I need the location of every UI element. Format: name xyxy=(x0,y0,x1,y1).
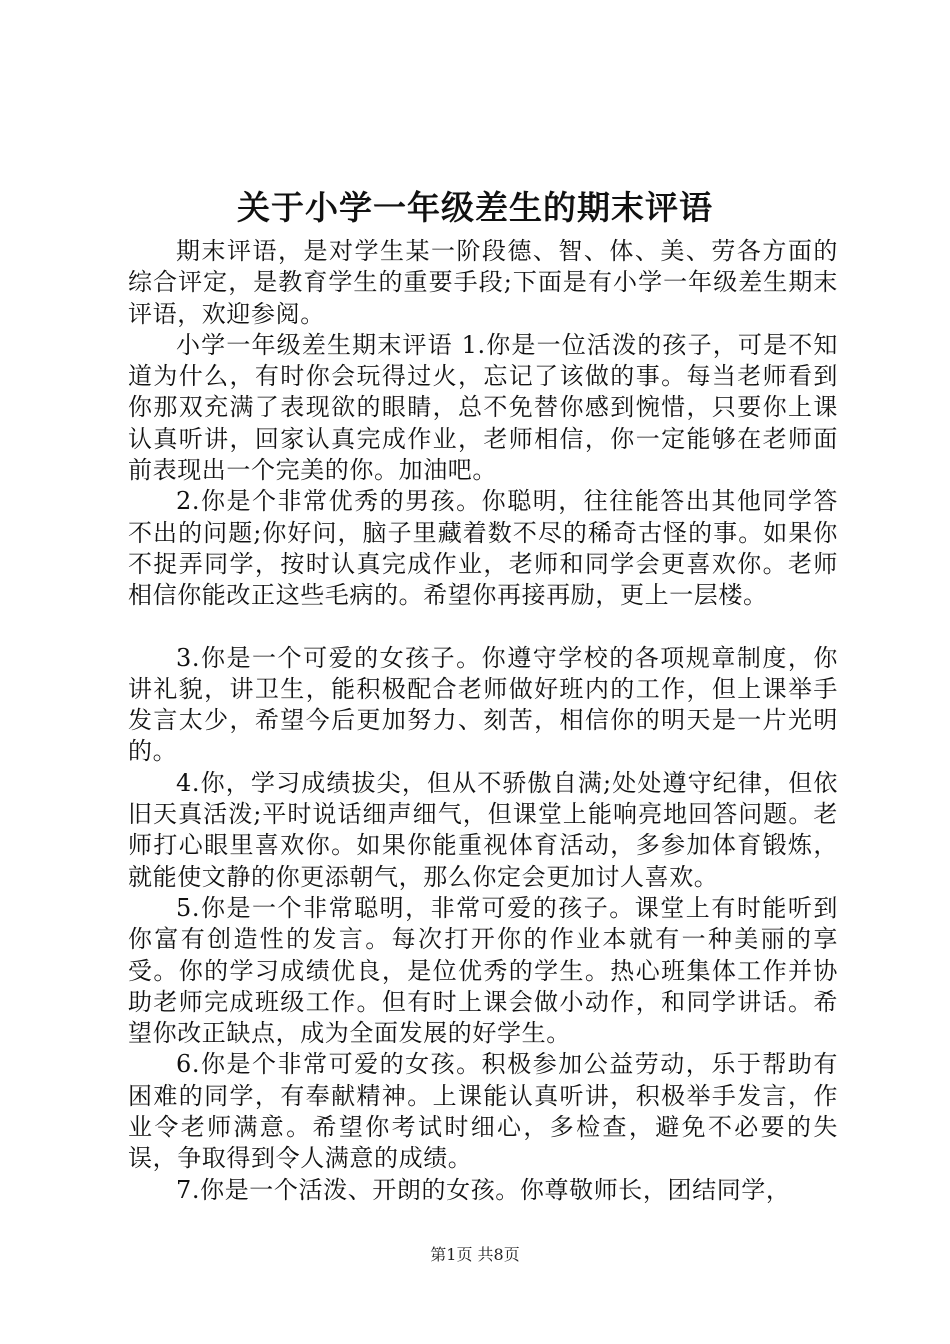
paragraph-comment-5: 5.你是一个非常聪明，非常可爱的孩子。课堂上有时能听到你富有创造性的发言。每次打开你的作业本就有一种美丽的享受。你的学习成绩优良，是位优秀的学生。热心班集体工作并协助老师完成班级工作。但有时上课会做小动作，和同学讲话。希望你改正缺点，成为全面发展的好学生。 xyxy=(128,893,838,1048)
paragraph-comment-2: 2.你是个非常优秀的男孩。你聪明，往往能答出其他同学答不出的问题;你好问，脑子里藏着数不尽的稀奇古怪的事。如果你不捉弄同学，按时认真完成作业，老师和同学会更喜欢你。老师相信你能改正这些毛病的。希望你再接再励，更上一层楼。 xyxy=(128,487,838,610)
document-body xyxy=(128,236,838,1206)
paragraph-comment-6: 6.你是个非常可爱的女孩。积极参加公益劳动，乐于帮助有困难的同学，有奉献精神。上课能认真听讲，积极举手发言，作业令老师满意。希望你考试时细心，多检查，避免不必要的失误，争取得到令人满意的成绩。 xyxy=(128,1050,838,1173)
paragraph-comment-4: 4.你，学习成绩拔尖，但从不骄傲自满;处处遵守纪律，但依旧天真活泼;平时说话细声细气，但课堂上能响亮地回答问题。老师打心眼里喜欢你。如果你能重视体育活动，多参加体育锻炼，就能使文静的你更添朝气，那么你定会更加讨人喜欢。 xyxy=(128,768,838,891)
page-footer: 第1页 共8页 xyxy=(430,1245,520,1264)
paragraph-intro: 期末评语，是对学生某一阶段德、智、体、美、劳各方面的综合评定，是教育学生的重要手段;下面是有小学一年级差生期末评语，欢迎参阅。 xyxy=(128,237,838,328)
paragraph-comment-1: 小学一年级差生期末评语 1.你是一位活泼的孩子，可是不知道为什么，有时你会玩得过火，忘记了该做的事。每当老师看到你那双充满了表现欲的眼睛，总不免替你感到惋惜，只要你上课认真听讲，回家认真完成作业，老师相信，你一定能够在老师面前表现出一个完美的你。加油吧。 xyxy=(128,330,838,485)
document-title: 关于小学一年级差生的期末评语 xyxy=(237,188,713,227)
paragraph-comment-3: 3.你是一个可爱的女孩子。你遵守学校的各项规章制度，你讲礼貌，讲卫生，能积极配合老师做好班内的工作，但上课举手发言太少，希望今后更加努力、刻苦，相信你的明天是一片光明的。 xyxy=(128,643,838,766)
paragraph-comment-7: 7.你是一个活泼、开朗的女孩。你尊敬师长，团结同学， xyxy=(176,1175,791,1204)
